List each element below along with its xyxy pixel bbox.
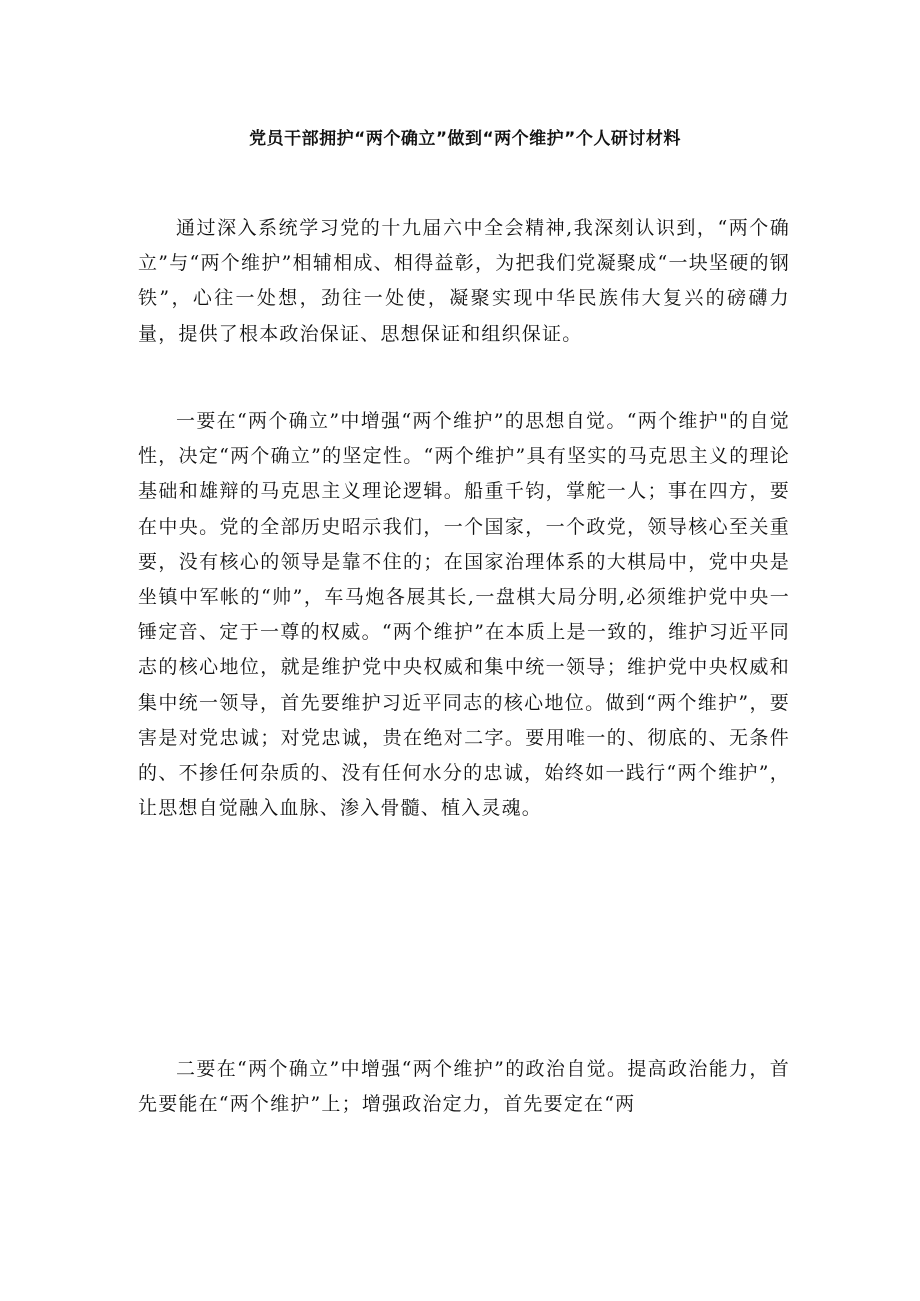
document-title: 党员干部拥护“两个确立”做到“两个维护”个人研讨材料 [249, 129, 681, 149]
paragraph-point-two: 二要在“两个确立”中增强“两个维护”的政治自觉。提高政治能力，首先要能在“两个维护”上；增强政治定力，首先要定在“两 [138, 1058, 790, 1116]
paragraph-intro: 通过深入系统学习党的十九届六中全会精神,我深刻认识到，“两个确立”与“两个维护”相辅相成、相得益彰，为把我们党凝聚成“一块坚硬的钢铁”，心往一处想，劲往一处使，凝聚实现中华民族伟大复兴的磅礴力量，提供了根本政治保证、思想保证和组织保证。 [138, 217, 790, 345]
paragraph-point-one: 一要在“两个确立”中增强“两个维护”的思想自觉。“两个维护"的自觉性，决定“两个确立”的坚定性。“两个维护”具有坚实的马克思主义的理论基础和雄辩的马克思主义理论逻辑。船重千钧，掌舵一人；事在四方，要在中央。党的全部历史昭示我们，一个国家，一个政党，领导核心至关重要，没有核心的领导是靠不住的；在国家治理体系的大棋局中，党中央是坐镇中军帐的“帅”，车马炮各展其长,一盘棋大局分明,必须维护党中央一锤定音、定于一尊的权威。“两个维护”在本质上是一致的，维护习近平同志的核心地位，就是维护党中央权威和集中统一领导；维护党中央权威和集中统一领导，首先要维护习近平同志的核心地位。做到“两个维护”，要害是对党忠诚；对党忠诚，贵在绝对二字。要用唯一的、彻底的、无条件的、不掺任何杂质的、没有任何水分的忠诚，始终如一践行“两个维护”，让思想自觉融入血脉、渗入骨髓、植入灵魂。 [138, 410, 790, 820]
